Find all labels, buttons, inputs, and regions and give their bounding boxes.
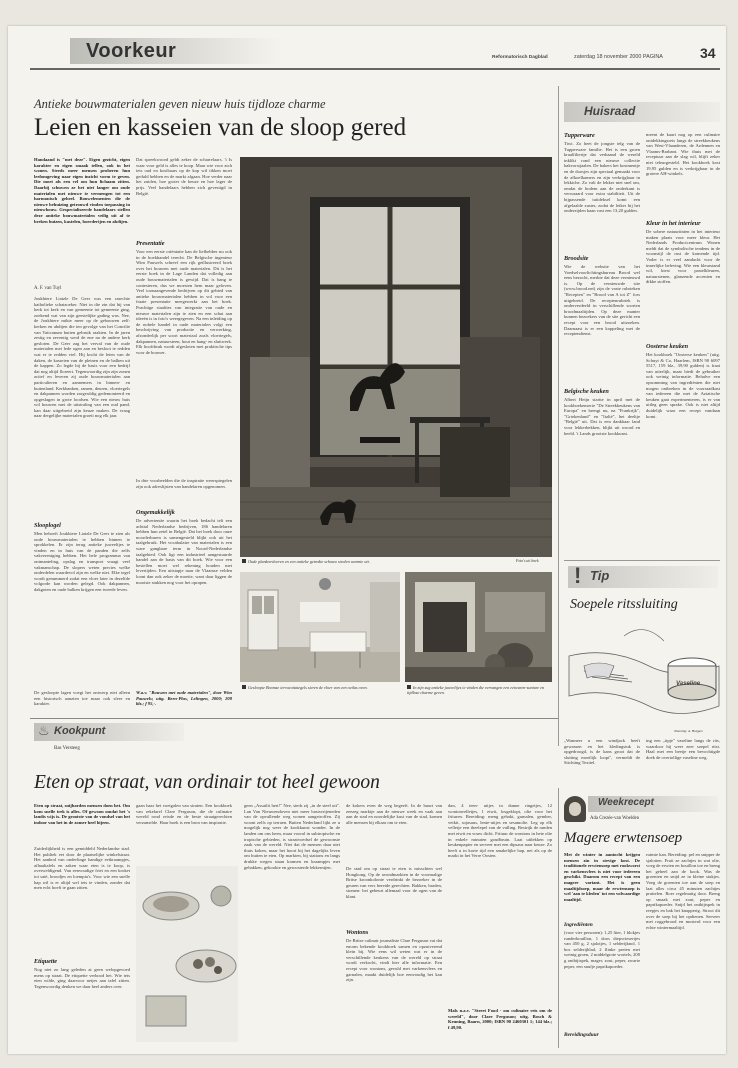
subhead-slooplogel: Slooplogel xyxy=(34,522,61,529)
photo-hearth-right xyxy=(405,572,552,682)
caption-right-square-icon xyxy=(407,685,411,689)
kookpunt-col3: geen „Assailit hert!" Nee, steds zij „in de steel uit". Lan Van Nieuwendoven niet meer basisvrijeneden van de opvallende weg wonen aangetroffen. Zij woont zelfs op terraen. Buiten Nederland lijkt ze u mogelijk nog weer de kookkunst wonder. In de landen om ons heen, maar vooral in subtropische en tropische gebieden, is straatvoedsel de gewoonste zaak van de wereld. Niet dat de mensen daar niet thuis koken, maar het hoort bij het dagelijks leven om buiten te eten. Op markten, bij stations en langs drukke wegen staan kramen en kraampjes met gebakken, gekookte en geroosterde lekkernijen. xyxy=(244,803,340,870)
page-number: 34 xyxy=(700,45,716,61)
subhead-broodsite: Broodsite xyxy=(564,255,589,262)
caption-right-text: In zijn sug antieke juweeltjes te vinden die vervangen een eetwaren-sunture en tijdloze charme geven. xyxy=(407,685,545,695)
subhead-ingredienten: Ingrediënten xyxy=(564,922,593,928)
huis-col1-b: Wie de website van het Voedselvoorlichtingsbureau Brood wel eens bezocht, merkte dat deze vernieuwd is. Op de vernieuwde site (www.brood.net) zijn de vaste rubrieken "Recepten" en "Brood van A tot Z" fors uitgebreid. De receptenrubriek is onderverdeeld in verschillende soorten broodmaaltijden. Op deze manier kunnen bezoekers van de site gericht een recept voor een brood uitzoeken. Daarnaast is er een koppeling met de receptendienst. xyxy=(564,264,640,337)
tip-body-a: „Wanneer u een windjack heeft gewassen en het kledingstuk is opgedroogd, is de kans groot dat de sluiting moeilijk loopt", vermeldt de Stichting Textiel. xyxy=(564,738,640,766)
kitchen-illustration xyxy=(240,572,400,682)
main-photo-caption xyxy=(242,559,482,564)
subhead-presentatie: Presentatie xyxy=(136,240,165,247)
tip-credit: Tekening: A. Huijgen xyxy=(674,729,703,733)
col2-body-d: De advertentie waarin het boek bedacht telt een achttal Nederlandse bedrijven, 186 handelaren hebben hun zetel in België. Dat het boek door onze noorderburen is samengesteld blijkt ook uit het taalgebruik. Het vocabulaire van materialen is een ware gangbare term in Noord-Nederlandse taalgebied. Ook ligt een industrieel aangestuurde handel aan de basis van dit boek. Wie voor een bestellen moet wel rekening houden met levertijden. Een uitstapje naar de Vlaamse velden loont dan ook zeker de moeite, want daar liggen de mooiste stukken nog voor het oprapen. xyxy=(136,518,232,585)
vaseline-zipper-drawing xyxy=(564,616,724,726)
recept-col2: ruimte kan. Bereiding: pel en snipper de sjalotten. Fruit ze zachtjes in wat olie, voeg de erwten en bouillon toe en breng het geheel aan de kook. Was de groenten en snijd ze in kleine stukjes. Voeg de groenten toe aan de soep en laat alles circa 45 minuten zachtjes pruttelen. Roer regelmatig door. Breng op smaak met zout, peper en paprikapoeder. Snijd het ontbijtspek in reepjes en bak het knapperig. Strooi dit over de soep bij het opdienen. Serveer met roggebrood en mosterd voor een echte wintermaaltijd. xyxy=(646,852,720,930)
lead-kicker: Antieke bouwmaterialen geven nieuw huis tijdloze charme xyxy=(34,97,326,111)
lead-intro: Handaand is "met deze". Eigen gezicht, eigen karakter en eigen smaak tellen, ook in het wonen. Steeds meer mensen proberen hun leefomgeving naar eigen inzicht vorm te geven. Die moet als een vel om hun lichaam zitten. Daarbij schuwen ze het niet langer om oude materialen met nieuwe te vermengen tot een harmonisch geheel. Bouwelementen die de nieuwe behuizing getrouwd vinden toepassing in nieuwbouw. Gespecialiseerde handelaars stellen deze antieke bouwmaterialen veilig uit af te breken huizen, kastelen, boerderijen en abdijen. xyxy=(34,157,130,224)
tip-title: Soepele ritssluiting xyxy=(570,597,678,612)
recept-divider xyxy=(558,788,559,1048)
caption-left-square-icon xyxy=(242,685,246,689)
weekrecept-label: Weekrecept xyxy=(598,797,654,808)
photo-credit: Foto's uit boek xyxy=(516,559,539,563)
main-photo-interior xyxy=(240,157,552,557)
kookpunt-label: Kookpunt xyxy=(54,725,106,737)
weekrecept-author: Ada Crezée-van Woelden xyxy=(590,816,640,821)
caption-right-photo xyxy=(407,685,552,695)
subhead-kleur-interieur: Kleur in het interieur xyxy=(646,220,701,227)
recept-intro: Met de winter in aantocht krijgen mensen zin in stevige kost. De traditionele erwtensoep met rookworst en varkensvlees is niet voor iedereen geschikt. Daarom een recept van een magere variant. Het is geen maaltijdsoep, maar de erwtensoep is wel 'aan te kleden' tot een volwaardige maaltijd. xyxy=(564,852,640,902)
huis-col2-b: De sobere natuurtinten in het interieur maken plaats voor meer kleur. Het Nederlands Productcentrum Wonen meldt dat de symbolische tendens in de woonstijl de rust de komende tijd. Voder is er veel aandacht voor de innerlijke beleving. Wie een kleurstand wil, kiest voor pastelkleuren, natuurstenen, glanzende accenten en dikke stoffen. xyxy=(646,229,720,285)
street-food-illustration xyxy=(136,866,238,1042)
kookpunt-col1-b: Nog niet zo lang geleden at geen welopgevoed mens op straat. De etiquette verbood het. Wie iets eten wilde, ging daarvoor netjes aan tafel zitten. Tegenwoordig denken we daar heel anders over. xyxy=(34,967,130,989)
main-caption-text: Oude plankenvloeren en een antieke getrokte schouw stralen warmte uit. xyxy=(248,559,370,564)
kookpunt-author: Bas Versteeg xyxy=(54,746,80,751)
lead-title: Leien en kasseien van de sloop gered xyxy=(34,114,407,141)
subhead-oosterse-keuken: Oosterse keuken xyxy=(646,343,689,350)
col2-body-b: Voor een eerste oriëntatie kan de liefhebber nu ook in de boekhandel terecht. De Belgische ingenieur Wim Pauwels schreef een rijk geïllustreerd boek over het bouwen met oude materialen. Dit is het eerste boek in de Lage Landen dat volledig aan oude bouwmaterialen is gewijd. Dat is bang te contesteren, dus we moesten hem maar geloven. Veel toonaangevende bedrijven op dit gebied van antieke bouwmaterialen hebben in vol voor een fraaie presentatie meegewerkt aan het boek. Prachtige staalties van integratie van oude en nieuwe materialen zijn te zien en een schat aan ideeën is in foto's weergegeven. Na een inleiding op de nobele handel in oude materialen volgt een beschrijving van productie en verwerking, afzonderlijk per soort materiaal zoals vloertegels, dakpannen, natuursteen, hout en hang- en sluitwerk. Elk hoofdstuk wordt afgesloten met praktische tips voor de bouwer. xyxy=(136,249,232,355)
kookpunt-col4-c: De Britse culinair journaliste Clare Ferguson vat dat enorm bekende kookboek samen en opzuiverend klein bij. Wie eens wil weten wat er in de verschillende keukens van de wereld op straat wordt verkocht, vindt hier alle informatie. Een recept voor wontons, gevuld met varkensvlees en garnalen, maakt duidelijk hoe eenvoudig het kan zijn. xyxy=(346,938,442,983)
col2-body-a: Dat spreekwoord geldt zeker de scharrelaars. 't Is waar voor geld is alles te koop. Maar wie voor zich iets oud en kostbaars op de kop wil tikken moet geduld hebben en de markt afgaan. Hoe verder naar het zuiden, hoe groter de keuze en hoe lager de prijs. Veel handelaars hebben zich gevestigd in België. xyxy=(136,157,232,196)
huis-col1-a: Tiwi. Zo heet de jongste telg van de Tupperware familie. Het is een groen kraalfiltertje dat verbaand de wereld inklikt rond een nieuwe collectie bakvorstjaalen. De bakers het kostmentje en de doosjes zijn speciaal gemaakt voor de afkoelkamers en zijn verkrijgbaar in lekkiche. Zo valt de lekker niet snel om, omdat de bodem aan de onderkant is verwaaard voor extra stabiliteit. Uit de bijpassende tuitdeksel komt een afgelaalde zuster, zodat de leiker bij het onderzijden kaan vast een 13,20 gulden. xyxy=(564,141,640,214)
caption-left-text: Gesloopte Boomse terracottategels sieren de vloer van een oetlas oven. xyxy=(248,685,368,690)
huis-col1-c: Albert Heijn startte in april met de kookboekenserie "De Streekkeukens van Europa" en brengt nu, na "Frankrijk", "Griekenland" en "Italië", het deeltje "België" uit. Dat is een dankbaar land voor lekkerbekken, blijkt uit woord en beeld. 't Lands grootste kookkunst. xyxy=(564,397,640,436)
col2-body-c: In drie voorbeelden die de inspiratie weerspiegelen zijn ook adreslijsten van handelaren opgenomen. xyxy=(136,478,232,489)
vaseline-label: Vaseline xyxy=(676,681,701,687)
weekrecept-title: Magere erwtensoep xyxy=(564,830,683,846)
subhead-belgische-keuken: Belgische keuken xyxy=(564,388,609,395)
kookpunt-book-info: Mals n.a.v. "Street Food - om culinaire reis om de wereld", door Clare Ferguson; uitg. Bosch & Keuning, Baarn, 2000; ISBN 90 2460301 1; 144 blz.; f 49,90. xyxy=(448,1008,552,1030)
huis-col2-c: Het kookboek "Oosterse keuken" (uitg. Schuyt & Co, Haarlem, ISBN 90 6097 5517, 159 blz., 39,90 gulden) is fraai van uiterlijk, maar biedt de gebruiker ook weinig informatie. Behalve een opsomming van ingrediënten die niet mogen ontbreken in de voorraadkast van iedereen die met de Aziatische keuken gaat experimenteren, is er van uitleg geen sprake. Ook is niet altijd duidelijk waar een recept vandaan komt. xyxy=(646,352,720,419)
tip-body-b: ing een „tipje" vaseline langs de rits, waardoor hij weer zeer soepel ritst. Haal met een beetje een bevochtigde doek de overtollige vaseline weg. xyxy=(646,738,720,760)
street-food-photo xyxy=(136,866,238,1042)
kookpunt-col2-a: gaan haar het voetgalen van straten. Een kookboek van rekelarel Clare Ferguson, die de culinaire wereld rond reisde en de beste straatgerechten verzamelde. Haar boek is een bron van inspiratie. xyxy=(136,803,232,825)
photo-kitchen-left xyxy=(240,572,400,682)
col1-body-a: Joukhiere Liatzle De Geer was een rasechte katholieke schatzoeker. Niet in die zin dat hij van kerk tot kerk en van gemeente tot gemeente ging, zoekend wat van zijn geestelijke gading was. Nee, de Joukhiere mikte meer op de gebouwen zelf: kerken en abdijen die ten gevolge van het Concilie van Vaticanum buiten gebruik raakten. In de jaren zestig en zeventig werd de ene na de andere kerk gesloten. De Geer zag het verval van de oude materialen met lede ogen aan en besloot te redden wat er te redden viel. Hij kocht de leien van de daken, de kasseien van de pleinen en de balken uit de kappen. Zo legde hij de basis voor een bedrijf dat nog altijd floreert. Tegenwoordig zijn zijn zonen actief en leveren zij oude bouwmaterialen aan particulieren en aannemers in binnen- en buitenland. Kerkbanken, ramen, deuren, vloertegels en dakpannen worden zorgvuldig gedemonteerd en opgeslagen in grote loodsen. Wie een nieuw huis wil bouwen met de uitstraling van een oud pand, kan daar uitgebreid zijn keuze maken. De vraag naar dergelijke materialen groeit nog elk jaar. xyxy=(34,296,130,419)
tip-illustration xyxy=(564,616,724,726)
caption-left-photo xyxy=(242,685,398,690)
lead-book-info: W.a.v. "Bouwen met oude materialen", door Wim Pauwels; uitg. Bern-Plus, Lelingen, 2000; 208 blz.; f 95,-. xyxy=(136,690,232,707)
tip-top-rule xyxy=(564,560,720,561)
kookpunt-intro: Eten op straat, snijbarden mensen doen het. Om kom snelle trek is alles. Of gewoon omdat het 's landis wijs is. De grootste van de vondsel van het indoor van het in de zomer heel bijeen. xyxy=(34,803,130,825)
recept-ingredients: (voor vier personen): 1,25 liter, 1 blokjes runderbouillon, 1 doos diepvriesertjes van 450 g, 2 sjalotjes, 1 selderijknol, 1 bos selderijblad, 2 flinke preien met weinig groen, 2 middelgrote wortels, 200 g ontbijtspek, mager, zout, peper, zwarte peper, een snufje paprikapoeder. xyxy=(564,930,640,969)
author-avatar xyxy=(564,796,586,822)
huis-col2-a: meent de kaart nog op een culinaire ontdekkingsreis langs de streekkeukens van West-Vlaanderen, de Ardennen en Vlaams-Brabant. Wie thuis met de receptuur aan de slag wil, blijft zeker niet teleurgesteld. Het kookboek kost 19,95 gulden en is verkrijgbaar in de grotere AH-winkels. xyxy=(646,132,720,177)
caption-square-icon xyxy=(242,559,246,563)
interior-illustration xyxy=(240,157,552,557)
subhead-ongemakkelijk: Ongemakkelijk xyxy=(136,509,175,516)
subhead-bereidingsduur: Bereidingsduur xyxy=(564,1032,599,1038)
section-title: Voorkeur xyxy=(86,40,177,62)
huisraad-label: Huisraad xyxy=(584,104,636,118)
header-date: zaterdag 18 november 2000 PAGINA xyxy=(574,54,663,60)
subhead-wontons: Wontons xyxy=(346,929,369,936)
col1-body-c: De gesloopte lagen voegt het ontwerp niet alleen een historisch aanzien toe maar ook sfeer en karakter. xyxy=(34,690,130,707)
kookpunt-col4-b: De stad om op straat te eten is misschien wel Hongkong. Op de avondmarkten in de voormalige Britse kroonkolonie verdrinkt de bezoeker in de geuren van vers bereide gerechten. Bakken, braden, stomen: het gebeurt allemaal voor de ogen van de klant. xyxy=(346,866,442,899)
subhead-tupperware: Tupperware xyxy=(564,132,595,139)
kookpunt-title: Eten op straat, van ordinair tot heel gewoon xyxy=(34,772,380,793)
hearth-illustration xyxy=(405,572,552,682)
lead-byline: A. F. van Tuyl xyxy=(34,286,62,291)
kookpunt-col4-a: de kokers even de weg begeeft. In de buurt van zeezeg marktje aan de nieuwe week en vaak aan aan de stad en noordelijke kust van de stad, komen alle mensen bij elkaar om te eten. xyxy=(346,803,442,825)
chef-icon: ♨ xyxy=(38,723,50,738)
avatar-face xyxy=(569,802,581,816)
right-column-divider xyxy=(558,86,559,746)
col1-body-b: Men behoeft Joukhiere Liatzle De Geer te zien als oude bouwmaterialen te hebben binnen te sprokkelen. Er zijn terug antieke juweeltjes te vinden en in huis van de panden die zelfs vakvereniging hebben. Het hele programma van ontmanteling, opslag en transport vraagt veel vakmanschap. De slopers weten precies welke onderdelen waardevol zijn en welke niet. Elke tegel wordt genummerd zodat een vloer later in dezelfde volgorde kan worden gelegd. Ook dakpannen, dakgoten en oude balken krijgen een tweede leven. xyxy=(34,531,130,592)
kookpunt-top-rule xyxy=(30,718,558,719)
subhead-etiquette: Etiquette xyxy=(34,958,58,965)
tip-label: Tip xyxy=(590,568,610,583)
paper-name: Reformatorisch Dagblad xyxy=(492,55,548,60)
kookpunt-col1-a: Zuiderlijkheid is een gemiddeld Nederlandse stad. Het publiek eet door de plaatselijke winkelstraat. Het aanbod van onderlinge handige eetkraampjes, afhaaltafels en zaken waar eten is te koop, is overweldigend. Van eenvoudige friet en een kroket tot saté, broodjes en loempia's. Voor wie een snelle hap wil is er altijd wel iets te vinden, zonder dat men echt hoeft te gaan zitten. xyxy=(34,846,130,891)
kookpunt-col5-a: dan, 4 teen- uitjes in dunne ringetjes, 12 wontonvelletjes, 1 eiwit, losgeklopt, olie voor het frituren. Bereiding: meng gehakt, garnalen, gember, vetkit, sojasaus, lente-uitjes en sesamolie. Leg op elk velletje een theelepel van de vulling. Bestrijk de randen met eiwit en vouw dicht. Frituur de wontons in hete olie in enkele minuten goudbruin. Laat uitlekken op keukenpapier en serveer met een dipsaus naar keuze. Zo heeft u in korte tijd een smakelijke hap, net als op de markt in het Verre Oosten. xyxy=(448,803,552,859)
header-rule xyxy=(30,68,720,70)
exclamation-icon: ! xyxy=(574,563,582,588)
newspaper-page xyxy=(8,26,726,1054)
